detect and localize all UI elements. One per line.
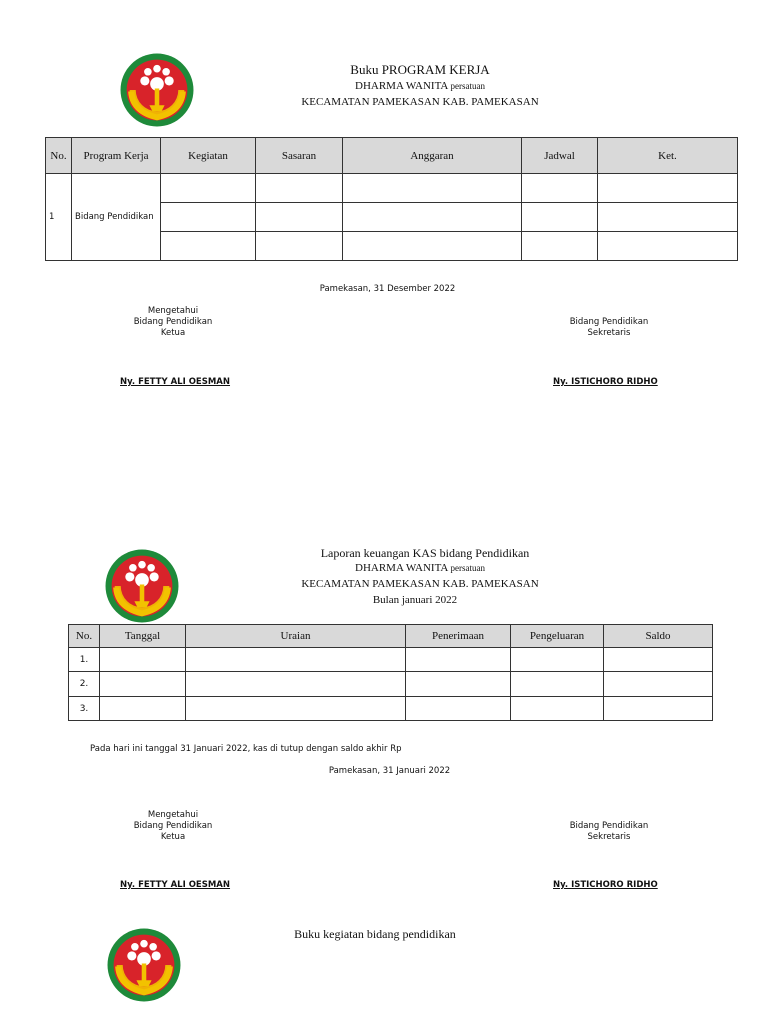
empty-cell bbox=[161, 203, 256, 232]
col-header-program: Program Kerja bbox=[72, 138, 161, 174]
row-no-cell: 2. bbox=[69, 672, 100, 697]
sig-line: Sekretaris bbox=[587, 328, 631, 338]
col-header-no: No. bbox=[69, 625, 100, 648]
empty-cell bbox=[100, 648, 186, 672]
col-header-pengeluaran: Pengeluaran bbox=[511, 625, 604, 648]
empty-cell bbox=[343, 232, 522, 261]
org-name: DHARMA WANITA bbox=[355, 80, 448, 92]
table-row bbox=[69, 697, 713, 721]
empty-cell bbox=[598, 203, 738, 232]
activity-book-title: Buku kegiatan bidang pendidikan bbox=[294, 927, 456, 941]
left-signature-block bbox=[110, 810, 236, 843]
left-signatory-name: Ny. FETTY ALI OESMAN bbox=[120, 377, 231, 387]
right-signatory-name: Ny. ISTICHORO RIDHO bbox=[553, 377, 658, 387]
location-line: KECAMATAN PAMEKASAN KAB. PAMEKASAN bbox=[301, 96, 539, 108]
sig-line: Mengetahui bbox=[147, 306, 199, 316]
row-no-cell: 1 bbox=[46, 174, 72, 261]
sig-line: Bidang Pendidikan bbox=[569, 317, 649, 327]
empty-cell bbox=[522, 232, 598, 261]
empty-cell bbox=[598, 232, 738, 261]
sig-line: Bidang Pendidikan bbox=[133, 317, 213, 327]
place-date: Pamekasan, 31 Desember 2022 bbox=[319, 284, 456, 294]
table-row bbox=[69, 648, 713, 672]
org-line bbox=[280, 562, 560, 574]
sig-line: Ketua bbox=[160, 832, 186, 842]
col-header-tanggal: Tanggal bbox=[100, 625, 186, 648]
empty-cell bbox=[256, 203, 343, 232]
org-suffix: persatuan bbox=[450, 81, 485, 91]
location-line: KECAMATAN PAMEKASAN KAB. PAMEKASAN bbox=[301, 578, 539, 590]
empty-cell bbox=[186, 648, 406, 672]
empty-cell bbox=[511, 697, 604, 721]
empty-cell bbox=[406, 697, 511, 721]
empty-cell bbox=[511, 672, 604, 697]
empty-cell bbox=[406, 672, 511, 697]
col-header-uraian: Uraian bbox=[186, 625, 406, 648]
empty-cell bbox=[256, 232, 343, 261]
sig-line: Ketua bbox=[160, 328, 186, 338]
col-header-penerimaan: Penerimaan bbox=[406, 625, 511, 648]
sig-line: Sekretaris bbox=[587, 832, 631, 842]
empty-cell bbox=[100, 697, 186, 721]
closing-note: Pada hari ini tanggal 31 Januari 2022, kas di tutup dengan saldo akhir Rp bbox=[90, 744, 402, 754]
row-no-cell: 1. bbox=[69, 648, 100, 672]
col-header-anggaran: Anggaran bbox=[343, 138, 522, 174]
col-header-saldo: Saldo bbox=[604, 625, 713, 648]
program-kerja-table bbox=[45, 137, 738, 261]
empty-cell bbox=[100, 672, 186, 697]
left-signatory-name: Ny. FETTY ALI OESMAN bbox=[120, 880, 231, 890]
place-date: Pamekasan, 31 Januari 2022 bbox=[328, 766, 451, 776]
table-header-row bbox=[46, 138, 738, 174]
col-header-sasaran: Sasaran bbox=[256, 138, 343, 174]
sig-line: Bidang Pendidikan bbox=[133, 821, 213, 831]
row-program-cell: Bidang Pendidikan bbox=[72, 174, 161, 261]
table-row bbox=[46, 174, 738, 203]
row-no-cell: 3. bbox=[69, 697, 100, 721]
empty-cell bbox=[186, 672, 406, 697]
report-month: Bulan januari 2022 bbox=[372, 594, 458, 606]
empty-cell bbox=[604, 672, 713, 697]
empty-cell bbox=[343, 203, 522, 232]
dharma-wanita-logo-icon bbox=[106, 927, 182, 1003]
empty-cell bbox=[604, 697, 713, 721]
empty-cell bbox=[161, 232, 256, 261]
table-row bbox=[69, 672, 713, 697]
org-name: DHARMA WANITA bbox=[355, 562, 448, 574]
col-header-ket: Ket. bbox=[598, 138, 738, 174]
dharma-wanita-logo-icon bbox=[119, 52, 195, 128]
empty-cell bbox=[161, 174, 256, 203]
empty-cell bbox=[256, 174, 343, 203]
sig-line: Bidang Pendidikan bbox=[569, 821, 649, 831]
table-header-row bbox=[69, 625, 713, 648]
empty-cell bbox=[522, 174, 598, 203]
report-title: Laporan keuangan KAS bidang Pendidikan bbox=[320, 546, 530, 560]
empty-cell bbox=[406, 648, 511, 672]
program-title: Buku PROGRAM KERJA bbox=[350, 62, 490, 77]
col-header-kegiatan: Kegiatan bbox=[161, 138, 256, 174]
org-suffix: persatuan bbox=[450, 563, 485, 573]
empty-cell bbox=[186, 697, 406, 721]
sig-line: Mengetahui bbox=[147, 810, 199, 820]
empty-cell bbox=[511, 648, 604, 672]
org-line bbox=[280, 80, 560, 92]
kas-table bbox=[68, 624, 713, 721]
empty-cell bbox=[598, 174, 738, 203]
empty-cell bbox=[522, 203, 598, 232]
empty-cell bbox=[343, 174, 522, 203]
right-signature-block bbox=[546, 317, 672, 339]
right-signatory-name: Ny. ISTICHORO RIDHO bbox=[553, 880, 658, 890]
left-signature-block bbox=[110, 306, 236, 339]
col-header-no: No. bbox=[46, 138, 72, 174]
right-signature-block bbox=[546, 821, 672, 843]
empty-cell bbox=[604, 648, 713, 672]
col-header-jadwal: Jadwal bbox=[522, 138, 598, 174]
dharma-wanita-logo-icon bbox=[104, 548, 180, 624]
